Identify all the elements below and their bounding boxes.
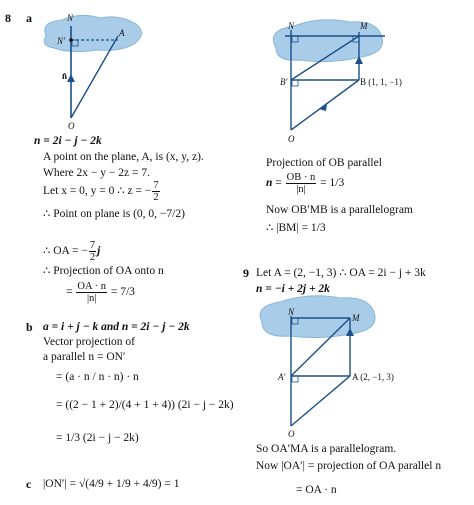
part-c-label: c	[26, 477, 32, 491]
text-line-4	[43, 208, 185, 221]
text-line-3	[43, 180, 161, 203]
proj-value: = 7/3	[110, 286, 135, 299]
r-line-3: Now OB′MB is a parallelogram	[266, 204, 413, 216]
projection-formula: = $\frac{OA \cdot n}{|n|}$ = 7/3	[66, 281, 135, 304]
label-N-right: N	[288, 21, 295, 31]
fraction-ob	[286, 172, 317, 195]
label-n-hat: n̂	[62, 71, 68, 81]
diagram-8b	[273, 20, 385, 130]
so-line-2: Now |OA′| = projection of OA parallel n	[256, 460, 442, 472]
r-line-4: ∴ |BM| = 1/3	[266, 222, 326, 234]
ob-numerator: OB · n	[286, 172, 316, 183]
label-M-9: M	[352, 313, 360, 323]
n-symbol: n	[266, 177, 273, 190]
fraction-oa	[89, 240, 96, 263]
fraction-proj	[76, 281, 107, 304]
b-line-5: = ((2 − 1 + 2)/(4 + 1 + 4)) (2i − j − 2k)	[56, 399, 234, 411]
line-3-text: Let x = 0, y = 0 ∴ z = −	[43, 185, 152, 198]
text-line-2: Where 2x − y − 2z = 7.	[43, 167, 150, 179]
point-coords: (0, 0, −7/2)	[133, 208, 185, 220]
z-denominator: 2	[153, 192, 159, 203]
question-8-number: 8	[5, 11, 11, 25]
label-A: A	[119, 28, 125, 38]
label-A-9: A (2, −1, 3)	[352, 372, 394, 382]
label-A-prime: A′	[278, 372, 286, 382]
proj-numerator: OA · n	[77, 281, 106, 292]
ob-value: 1/3	[329, 177, 345, 190]
label-B: B (1, 1, −1)	[360, 77, 402, 87]
label-O: O	[68, 121, 75, 131]
n-equation: n = 2i − j − 2k	[34, 135, 102, 147]
text-line-1: A point on the plane, A, is (x, y, z).	[43, 151, 204, 163]
oa-denominator: 2	[89, 252, 96, 263]
b-line-2: Vector projection of	[43, 336, 135, 348]
ob-denominator: |n|	[296, 184, 306, 195]
b-line-1: a = i + j − k and n = 2i − j − 2k	[43, 321, 190, 333]
q9-line-2: n = −i + 2j + 2k	[256, 283, 330, 295]
z-numerator: 7	[153, 180, 159, 191]
b-line-3: a parallel n = ON′	[43, 351, 126, 363]
proj-denominator: |n|	[86, 293, 97, 304]
text-line-5	[43, 240, 100, 263]
oa-tail: j	[97, 245, 101, 258]
b-line-6: = 1/3 (2i − j − 2k)	[56, 432, 139, 444]
text-line-6: ∴ Projection of OA onto n	[43, 265, 164, 277]
diagram-8a	[44, 15, 141, 118]
question-9-number: 9	[243, 266, 249, 280]
label-B-prime: B′	[280, 77, 288, 87]
label-M-right: M	[360, 21, 368, 31]
r-line-1: Projection of OB parallel	[266, 157, 382, 169]
label-N-9: N	[288, 307, 295, 317]
oa-numerator: 7	[89, 240, 96, 251]
label-N: N	[67, 13, 74, 23]
label-O-9: O	[288, 429, 295, 439]
so-line-1: So OA′MA is a parallelogram.	[256, 443, 397, 455]
r-line-2: n = $\frac{OB \cdot n}{|n|}$ = 1/3	[266, 172, 345, 195]
part-b-label: b	[26, 320, 33, 334]
part-a-label: a	[26, 11, 32, 25]
arrow-n	[67, 74, 75, 82]
fraction-z	[152, 180, 159, 203]
label-N-prime: N′	[57, 36, 65, 46]
line-4-text: ∴ Point on plane is	[43, 208, 131, 220]
so-line-3: = OA · n	[296, 484, 337, 496]
q9-line-1: Let A = (2, −1, 3) ∴ OA = 2i − j + 3k	[256, 267, 426, 279]
line-5-text: ∴ OA = −	[43, 245, 88, 258]
label-O-right: O	[288, 134, 295, 144]
b-line-4: = (a · n / n · n) · n	[56, 371, 139, 383]
c-line: |ON′| = √(4/9 + 1/9 + 4/9) = 1	[43, 478, 180, 490]
